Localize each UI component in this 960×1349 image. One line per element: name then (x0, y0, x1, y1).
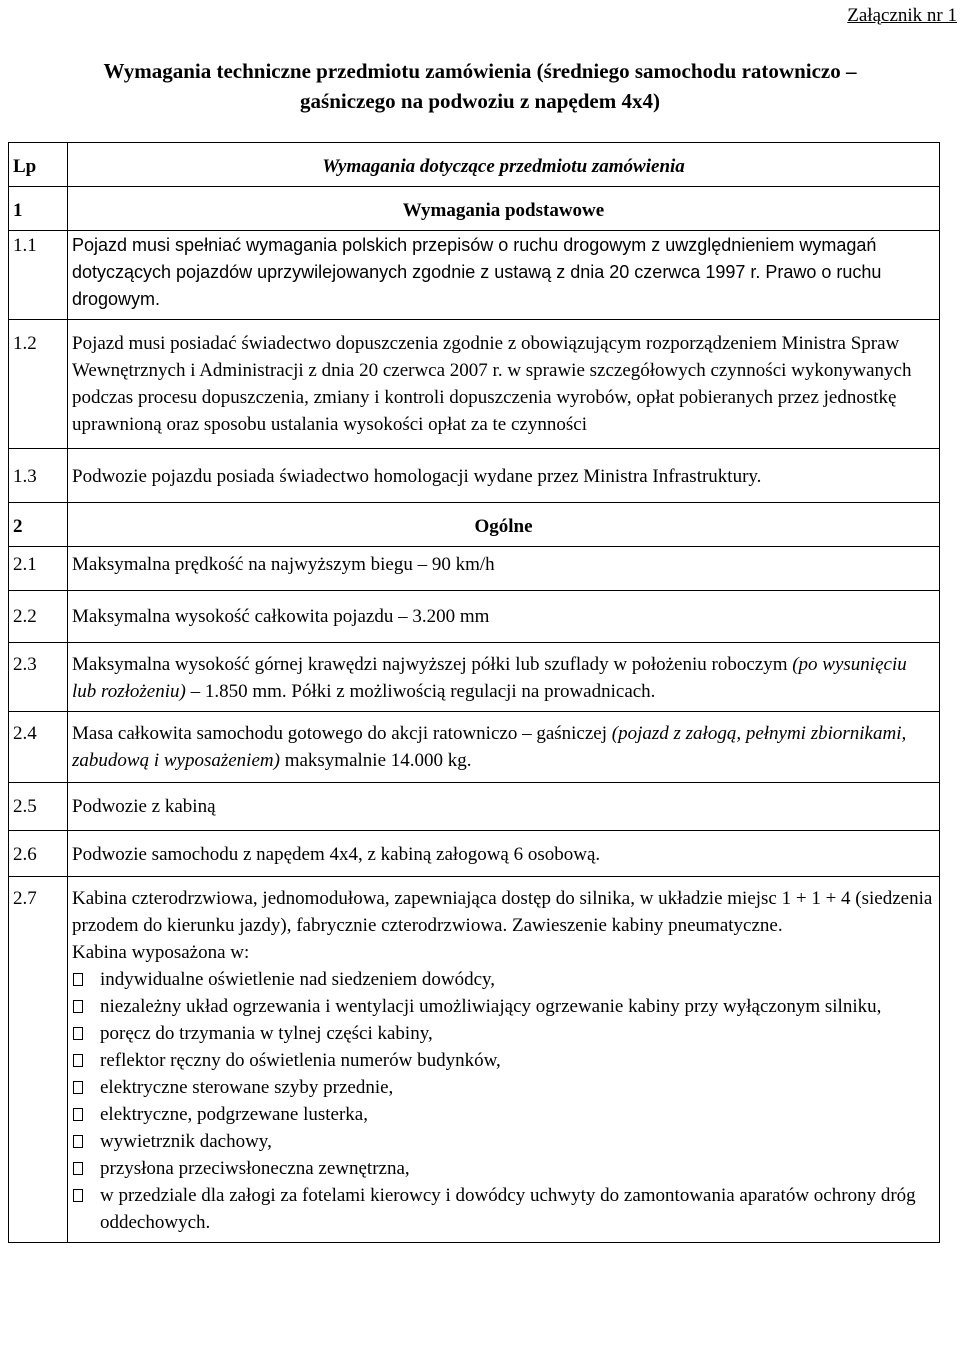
list-item (72, 1155, 935, 1182)
checkbox-square-icon (73, 1054, 83, 1067)
list-item-text: niezależny układ ogrzewania i wentylacji umożliwiający ogrzewanie kabiny przy wyłączonym silniku, (100, 996, 882, 1017)
table-row (9, 877, 940, 1243)
checkbox-square-icon (73, 1135, 83, 1148)
checkbox-square-icon (73, 1189, 83, 1202)
item-text (68, 877, 940, 1243)
item-text-part: Maksymalna wysokość górnej krawędzi najwyższej półki lub szuflady w położeniu roboczym (72, 654, 793, 675)
item-text (68, 643, 940, 712)
list-item (72, 1128, 935, 1155)
item-text: Maksymalna prędkość na najwyższym biegu – 90 km/h (68, 547, 940, 591)
section-row (9, 503, 940, 547)
table-row (9, 712, 940, 783)
equipment-list (72, 966, 935, 1236)
list-item-text: elektryczne, podgrzewane lusterka, (100, 1104, 368, 1125)
item-text-part: – 1.850 mm. Półki z możliwością regulacji na prowadnicach. (185, 681, 656, 702)
section-title: Ogólne (68, 503, 940, 547)
list-item-text: indywidualne oświetlenie nad siedzeniem dowódcy, (100, 969, 496, 990)
section-row (9, 187, 940, 231)
item-text: Maksymalna wysokość całkowita pojazdu – 3.200 mm (68, 591, 940, 643)
item-number: 2.2 (9, 591, 68, 643)
list-item-text: w przedziale dla załogi za fotelami kierowcy i dowódcy uchwyty do zamontowania aparatów ochrony dróg oddechowych. (100, 1185, 916, 1233)
item-text: Podwozie pojazdu posiada świadectwo homologacji wydane przez Ministra Infrastruktury. (68, 449, 940, 503)
list-item (72, 993, 935, 1020)
item-number: 1.2 (9, 320, 68, 449)
table-row (9, 591, 940, 643)
list-item (72, 1101, 935, 1128)
checkbox-square-icon (73, 1027, 83, 1040)
header-lp: Lp (9, 143, 68, 187)
section-number: 1 (9, 187, 68, 231)
checkbox-square-icon (73, 1081, 83, 1094)
list-item (72, 1074, 935, 1101)
item-number: 2.3 (9, 643, 68, 712)
header-title: Wymagania dotyczące przedmiotu zamówienia (68, 143, 940, 187)
item-text: Podwozie z kabiną (68, 783, 940, 831)
item-number: 2.7 (9, 877, 68, 1243)
table-header-row (9, 143, 940, 187)
list-item (72, 966, 935, 993)
section-number: 2 (9, 503, 68, 547)
table-row (9, 449, 940, 503)
document-title (0, 56, 960, 116)
item-text (68, 712, 940, 783)
title-line-1: Wymagania techniczne przedmiotu zamówienia (średniego samochodu ratowniczo – (103, 59, 857, 83)
table-row (9, 320, 940, 449)
item-text-italic: (pojazd z załogą, pełnymi zbiornikami, zabudową i wyposażeniem) (72, 723, 907, 771)
item-paragraph: Kabina czterodrzwiowa, jednomodułowa, zapewniająca dostęp do silnika, w układzie miejsc 1 + 1 + 4 (siedzenia przodem do kierunku jazdy), fabrycznie czterodrzwiowa. Zawieszenie kabiny pneumatyczne. (72, 888, 933, 936)
annex-label: Załącznik nr 1 (847, 5, 957, 26)
item-text-italic: (po wysunięciu lub rozłożeniu) (72, 654, 907, 702)
item-text: Podwozie samochodu z napędem 4x4, z kabiną załogową 6 osobową. (68, 831, 940, 877)
item-text: Pojazd musi spełniać wymagania polskich przepisów o ruchu drogowym z uwzględnieniem wymagań dotyczących pojazdów uprzywilejowanych zgodnie z ustawą z dnia 20 czerwca 1997 r. Prawo o ruchu drogowym. (68, 231, 940, 320)
item-text-part: maksymalnie 14.000 kg. (279, 750, 472, 771)
checkbox-square-icon (73, 1108, 83, 1121)
requirements-table (8, 142, 940, 1243)
list-item-text: elektryczne sterowane szyby przednie, (100, 1077, 394, 1098)
section-title: Wymagania podstawowe (68, 187, 940, 231)
title-line-2: gaśniczego na podwoziu z napędem 4x4) (300, 89, 660, 113)
checkbox-square-icon (73, 973, 83, 986)
table-row (9, 231, 940, 320)
item-number: 2.4 (9, 712, 68, 783)
item-number: 1.1 (9, 231, 68, 320)
checkbox-square-icon (73, 1000, 83, 1013)
item-number: 2.6 (9, 831, 68, 877)
item-number: 1.3 (9, 449, 68, 503)
list-item (72, 1020, 935, 1047)
table-row (9, 783, 940, 831)
list-item-text: reflektor ręczny do oświetlenia numerów budynków, (100, 1050, 501, 1071)
table-row (9, 643, 940, 712)
list-item-text: przysłona przeciwsłoneczna zewnętrzna, (100, 1158, 410, 1179)
list-item (72, 1047, 935, 1074)
table-row (9, 831, 940, 877)
item-text: Pojazd musi posiadać świadectwo dopuszczenia zgodnie z obowiązującym rozporządzeniem Ministra Spraw Wewnętrznych i Administracji z dnia 20 czerwca 2007 r. w sprawie szczegółowych czynności wykonywanych podczas procesu dopuszczenia, zmiany i kontroli dopuszczenia wyrobów, opłat pobieranych przez jednostkę uprawnioną oraz sposobu ustalania wysokości opłat za te czynności (68, 320, 940, 449)
list-item-text: poręcz do trzymania w tylnej części kabiny, (100, 1023, 433, 1044)
checkbox-square-icon (73, 1162, 83, 1175)
item-intro: Kabina wyposażona w: (72, 942, 250, 963)
list-item-text: wywietrznik dachowy, (100, 1131, 272, 1152)
item-number: 2.5 (9, 783, 68, 831)
item-number: 2.1 (9, 547, 68, 591)
table-row (9, 547, 940, 591)
item-text-part: Masa całkowita samochodu gotowego do akcji ratowniczo – gaśniczej (72, 723, 612, 744)
list-item (72, 1182, 935, 1236)
